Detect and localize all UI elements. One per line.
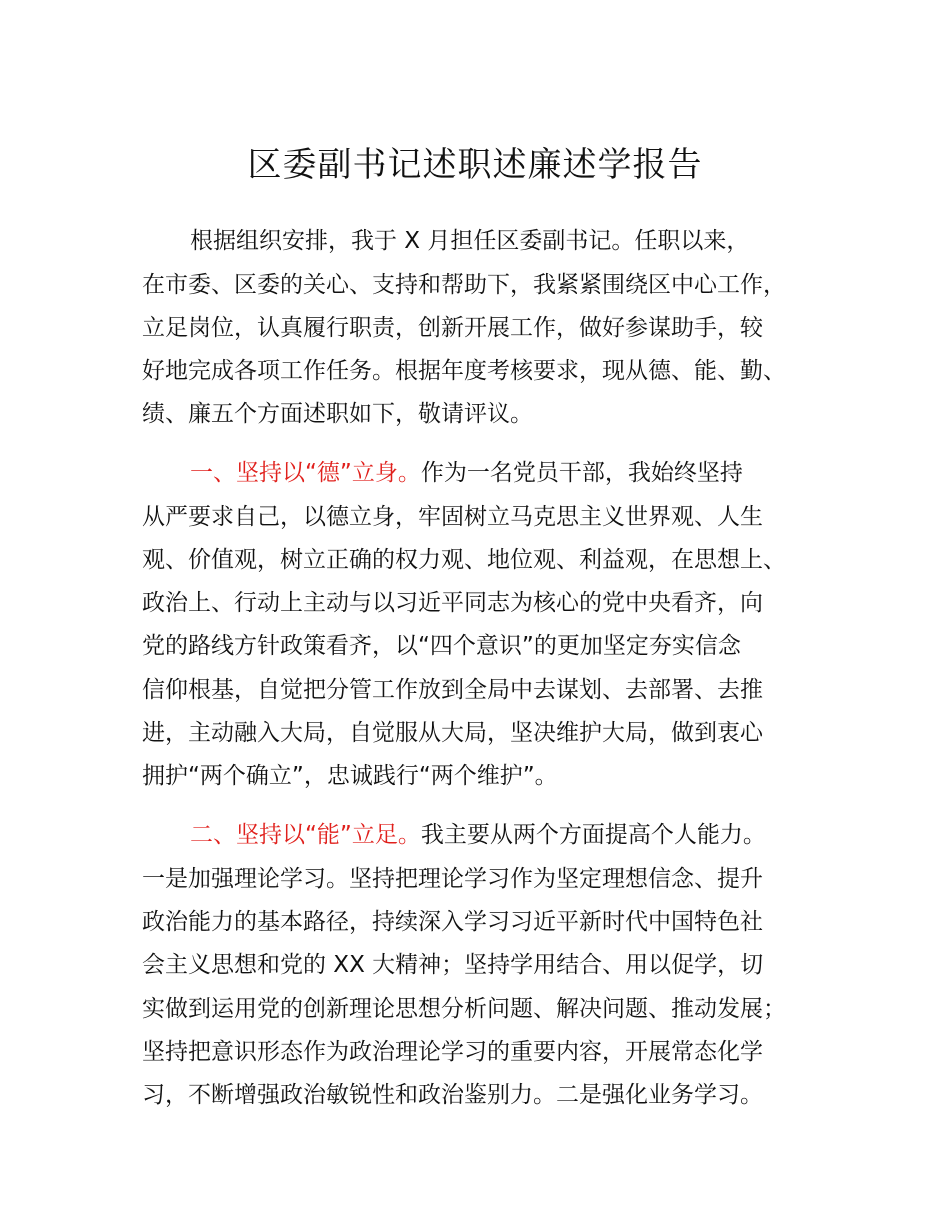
paragraph-2-line-3: 观、价值观，树立正确的权力观、地位观、利益观，在思想上、 <box>142 547 786 573</box>
paragraph-1-line-1: 根据组织安排，我于 X 月担任区委副书记。任职以来， <box>190 228 750 254</box>
paragraph-1-line-4: 好地完成各项工作任务。根据年度考核要求，现从德、能、勤、 <box>142 358 786 384</box>
paragraph-3-line-5: 实做到运用党的创新理论思想分析问题、解决问题、推动发展； <box>142 996 786 1022</box>
paragraph-3-line-4: 会主义思想和党的 XX 大精神；坚持学用结合、用以促学，切 <box>142 952 764 978</box>
section-2-heading: 二、坚持以“能”立足。 <box>190 822 421 848</box>
paragraph-2-first-text: 作为一名党员干部，我始终坚持 <box>420 460 743 486</box>
paragraph-2-line-2: 从严要求自己，以德立身，牢固树立马克思主义世界观、人生 <box>142 504 763 530</box>
document-title: 区委副书记述职述廉述学报告 <box>247 145 703 185</box>
paragraph-3-line-1 <box>190 820 766 850</box>
paragraph-2-line-7: 进，主动融入大局，自觉服从大局，坚决维护大局，做到衷心 <box>142 720 763 746</box>
paragraph-1-line-5: 绩、廉五个方面述职如下，敬请评议。 <box>142 401 533 427</box>
paragraph-3-line-6: 坚持把意识形态作为政治理论学习的重要内容，开展常态化学 <box>142 1039 763 1065</box>
paragraph-1-line-2: 在市委、区委的关心、支持和帮助下，我紧紧围绕区中心工作， <box>142 272 786 298</box>
paragraph-2-line-8: 拥护“两个确立”，忠诚践行“两个维护”。 <box>142 763 558 789</box>
paragraph-3-line-7: 习，不断增强政治敏锐性和政治鉴别力。二是强化业务学习。 <box>142 1082 763 1108</box>
paragraph-2-line-6: 信仰根基，自觉把分管工作放到全局中去谋划、去部署、去推 <box>142 677 763 703</box>
paragraph-1-line-3: 立足岗位，认真履行职责，创新开展工作，做好参谋助手，较 <box>142 315 763 341</box>
paragraph-2-line-5: 党的路线方针政策看齐，以“四个意识”的更加坚定夯实信念 <box>142 633 741 659</box>
section-1-heading: 一、坚持以“德”立身。 <box>190 460 421 486</box>
paragraph-3-first-text: 我主要从两个方面提高个人能力。 <box>420 822 766 848</box>
paragraph-2-line-1 <box>190 458 743 488</box>
paragraph-3-line-3: 政治能力的基本路径，持续深入学习习近平新时代中国特色社 <box>142 909 763 935</box>
paragraph-3-line-2: 一是加强理论学习。坚持把理论学习作为坚定理想信念、提升 <box>142 866 763 892</box>
paragraph-2-line-4: 政治上、行动上主动与以习近平同志为核心的党中央看齐，向 <box>142 590 763 616</box>
